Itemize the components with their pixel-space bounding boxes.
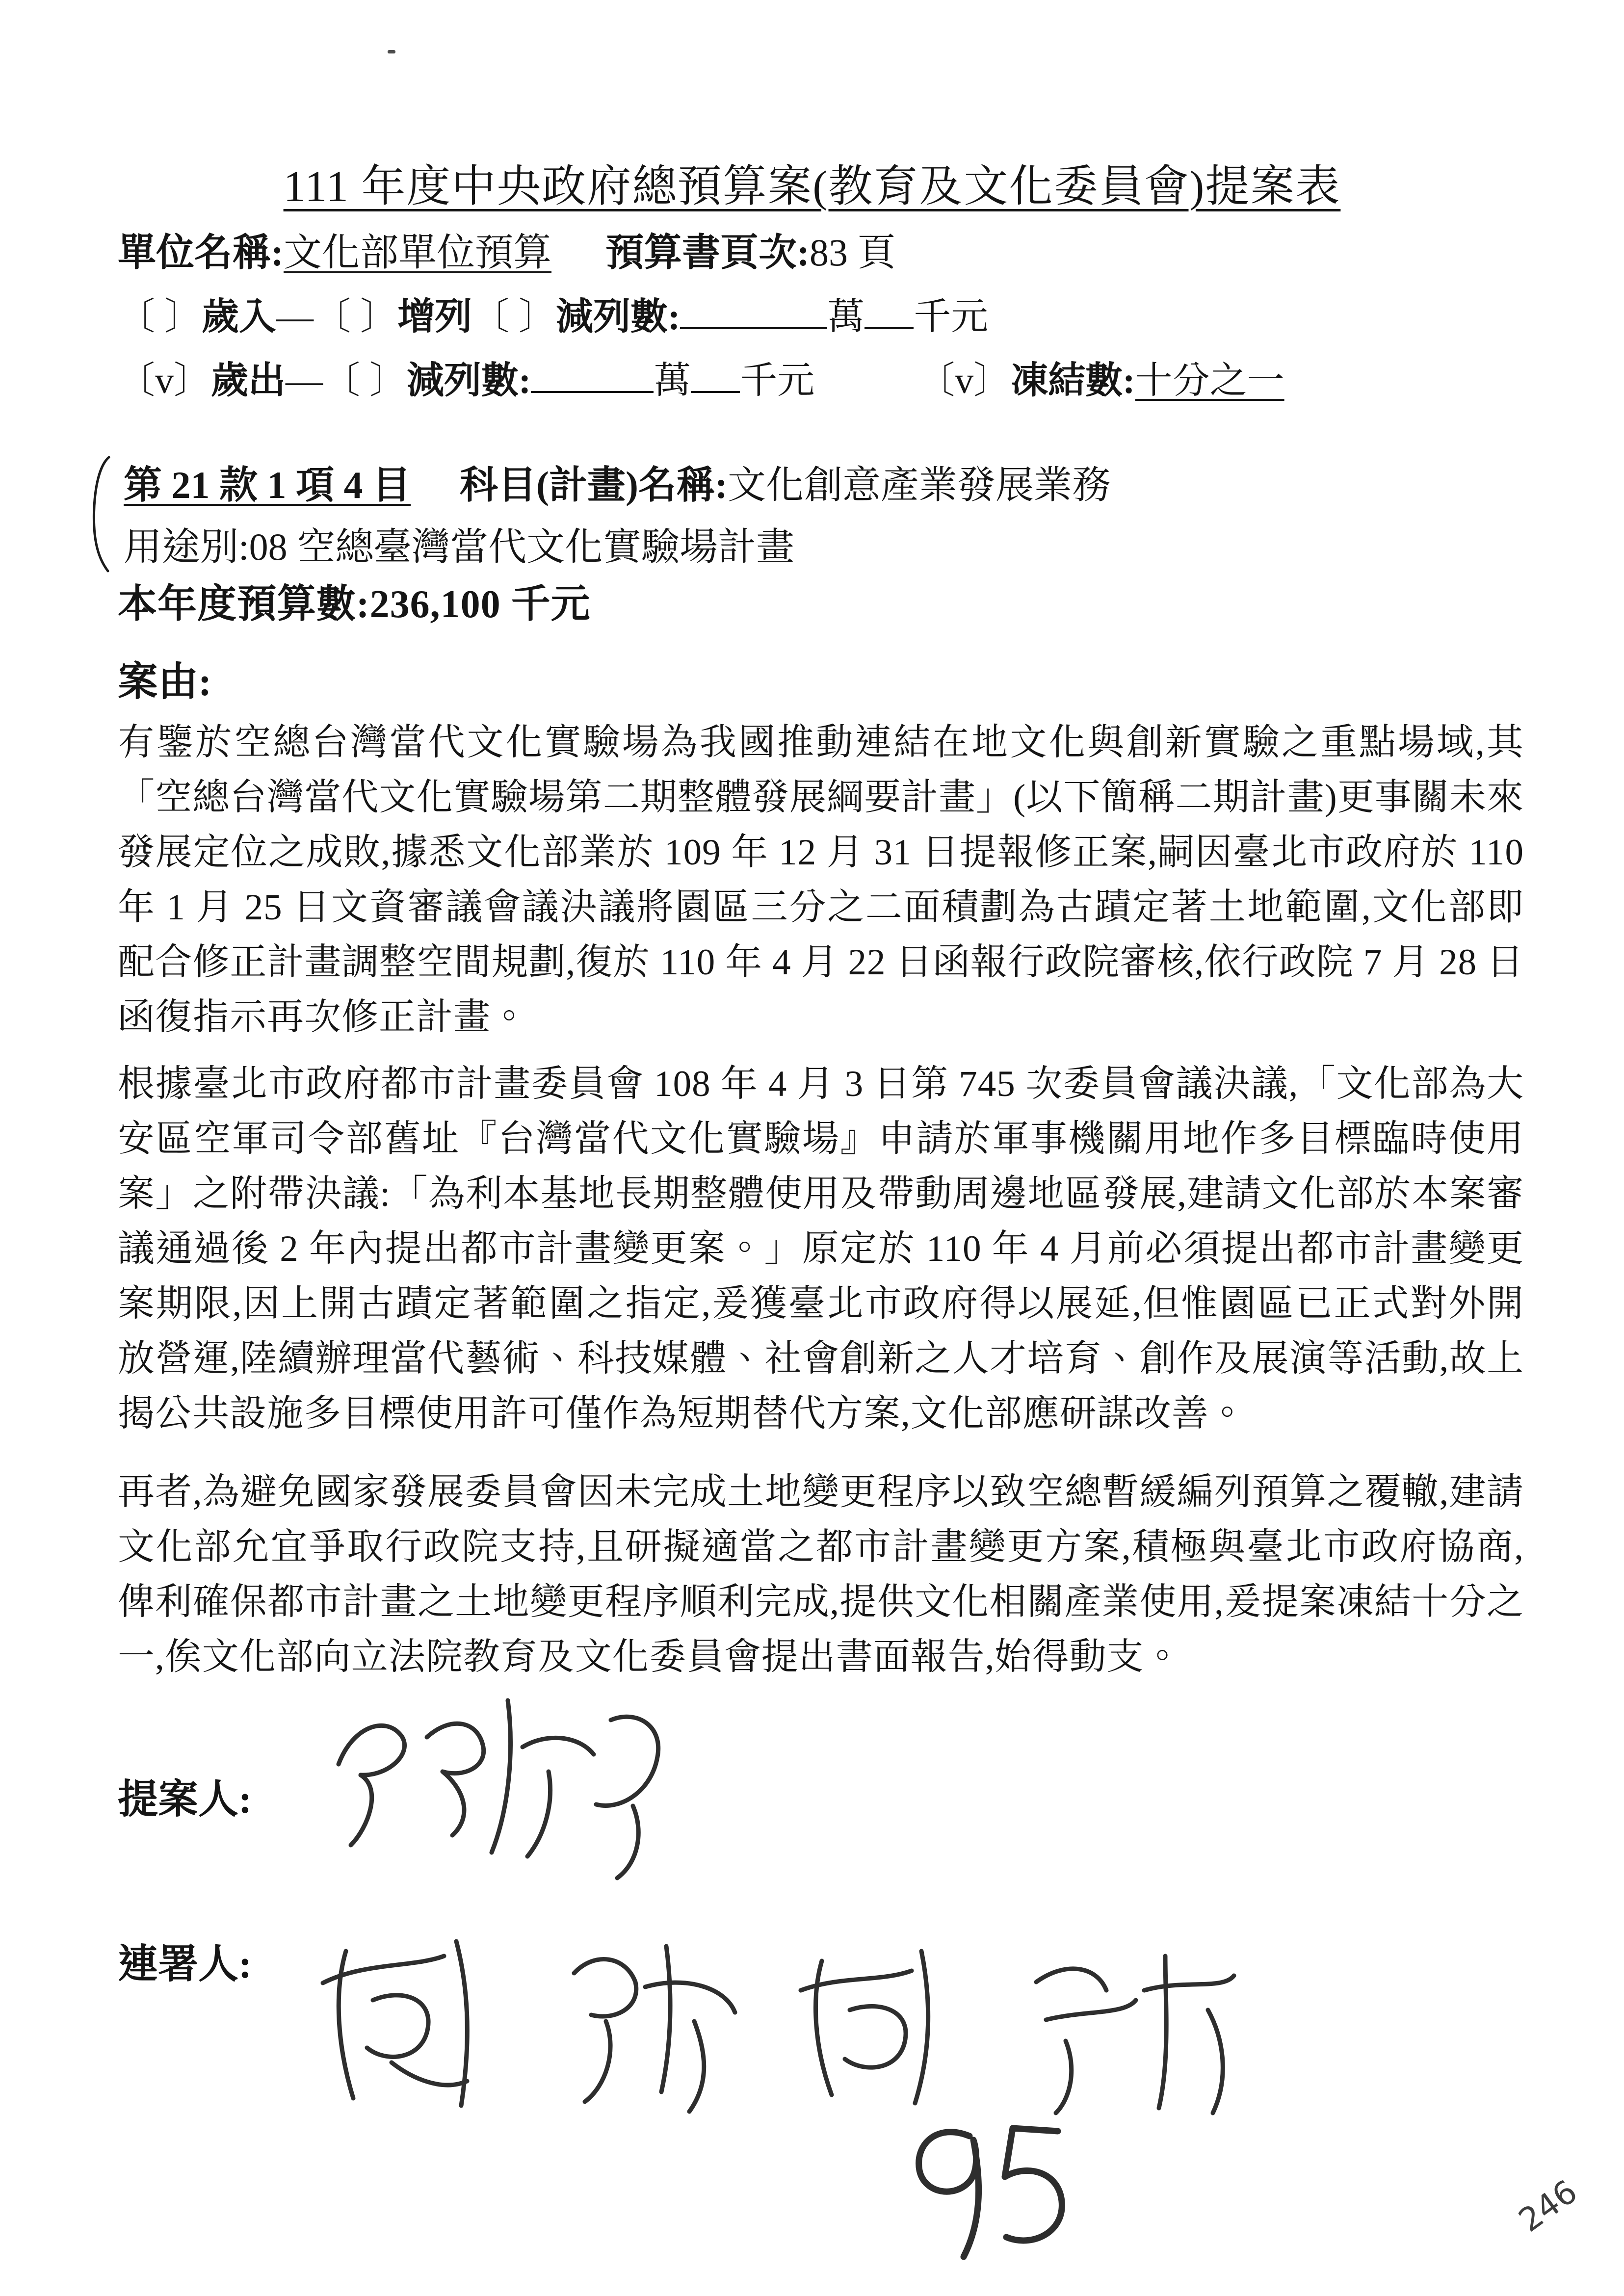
usage-line: 用途別:08 空總臺灣當代文化實驗場計畫 — [124, 525, 795, 568]
expenditure-check-row — [118, 350, 1284, 404]
checkbox-freeze-checked: 〔v〕 — [917, 360, 1011, 401]
proposer-label: 提案人: — [118, 1777, 252, 1822]
cosigner-signatures — [299, 1909, 1305, 2140]
budget-page-label: 預算書頁次: — [605, 231, 810, 274]
freeze-label: 凍結數: — [1011, 360, 1135, 401]
amount-blank-qian-2 — [691, 356, 740, 393]
checkbox-reduce-2: 〔 〕 — [323, 360, 407, 401]
section-left-bracket — [90, 455, 114, 574]
amount-blank-wan-1 — [680, 292, 827, 329]
cosigner-label: 連署人: — [118, 1942, 252, 1986]
unit-name-label: 單位名稱: — [118, 231, 284, 274]
meta-line — [118, 222, 896, 277]
amount-blank-wan-2 — [531, 356, 654, 393]
unit-qianyuan-2: 千元 — [740, 360, 815, 401]
checkbox-reduce-1: 〔 〕 — [472, 296, 556, 338]
reduce-label-1: 減列數: — [556, 296, 681, 338]
case-paragraph-2: 根據臺北市政府都市計畫委員會 108 年 4 月 3 日第 745 次委員會議決議,「文化部為大安區空軍司令部舊址『台灣當代文化實驗場』申請於軍事機關用地作多目標臨時使用案」之附帶決議:「為利本基地長期整體使用及帶動周邊地區發展,建請文化部於本案審議通過後 2 年內提出都市計畫變更案。」原定於 110 年 4 月前必須提出都市計畫變更案期限,因上開古蹟定著範圍之指定,爰獲臺北市政府得以展延,但惟園區已正式對外開放營運,陸續辦理當代藝術、科技媒體、社會創新之人才培育、創作及展演等活動,故上揭公共設施多目標使用許可僅作為短期替代方案,文化部應研謀改善。 — [118, 1064, 1524, 1434]
unit-qianyuan-1: 千元 — [914, 296, 989, 338]
subject-label: 科目(計畫)名稱: — [460, 464, 728, 506]
revenue-label: 歲入 — [202, 296, 276, 338]
case-label: 案由: — [118, 659, 212, 704]
budget-item-line-1 — [124, 454, 1110, 516]
budget-item-section — [124, 454, 1110, 578]
checkbox-increase: 〔 〕 — [314, 296, 397, 338]
checkbox-expenditure-checked: 〔v〕 — [118, 360, 211, 401]
proposer-signature — [309, 1666, 692, 1902]
expenditure-label: 歲出 — [211, 360, 286, 401]
dash-1: — — [276, 296, 314, 338]
subject-value: 文化創意產業發展業務 — [727, 464, 1110, 506]
unit-name-value: 文化部單位預算 — [283, 231, 551, 274]
dash-2: — — [286, 360, 323, 401]
scan-artifact-speck — [388, 50, 395, 53]
revenue-check-row — [118, 287, 988, 340]
unit-wan-2: 萬 — [654, 360, 691, 401]
page-title — [0, 150, 1624, 214]
case-paragraph-3: 再者,為避免國家發展委員會因未完成土地變更程序以致空總暫緩編列預算之覆轍,建請文化部允宜爭取行政院支持,且研擬適當之都市計畫變更方案,積極與臺北市政府協商,俾利確保都市計畫之土地變更程序順利完成,提供文化相關產業使用,爰提案凍結十分之一,俟文化部向立法院教育及文化委員會提出書面報告,始得動支。 — [118, 1472, 1524, 1677]
checkbox-revenue: 〔 〕 — [118, 296, 202, 338]
case-paragraph-1: 有鑒於空總台灣當代文化實驗場為我國推動連結在地文化與創新實驗之重點場域,其「空總台灣當代文化實驗場第二期整體發展綱要計畫」(以下簡稱二期計畫)更事關未來發展定位之成敗,據悉文化部業於 109 年 12 月 31 日提報修正案,嗣因臺北市政府於 110 年 1 月 25 日文資審議會議決議將園區三分之二面積劃為古蹟定著土地範圍,文化部即配合修正計畫調整空間規劃,復於 110 年 4 月 22 日函報行政院審核,依行政院 7 月 28 日函復指示再次修正計畫。 — [118, 722, 1524, 1038]
corner-page-number: 246 — [1512, 2172, 1584, 2240]
amount-blank-qian-1 — [864, 292, 914, 329]
handwritten-number-95 — [891, 2101, 1102, 2272]
reduce-label-2: 減列數: — [407, 360, 531, 401]
budget-amount-line: 本年度預算數:236,100 千元 — [118, 583, 591, 626]
unit-wan-1: 萬 — [827, 296, 865, 338]
page-title-text: 111 年度中央政府總預算案(教育及文化委員會)提案表 — [283, 162, 1341, 211]
item-number: 第 21 款 1 項 4 目 — [124, 464, 411, 506]
budget-page-value: 83 頁 — [809, 231, 896, 274]
increase-label: 增列 — [397, 296, 472, 338]
freeze-value: 十分之一 — [1135, 360, 1284, 401]
